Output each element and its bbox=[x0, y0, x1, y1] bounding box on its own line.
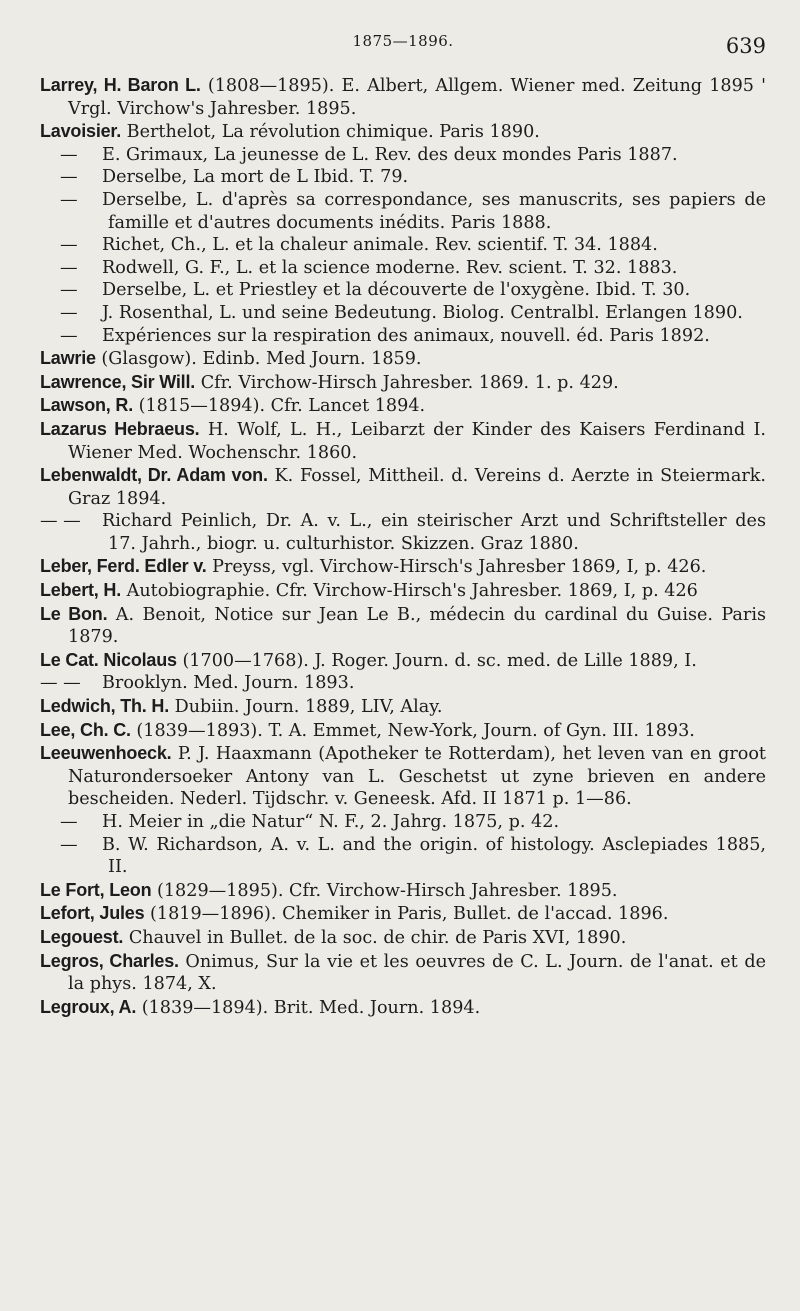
ditto-dash: — — bbox=[40, 673, 81, 694]
bibliography-entry bbox=[40, 950, 766, 996]
bibliography-entry bbox=[40, 74, 766, 120]
page-number: 639 bbox=[725, 34, 766, 58]
entry-heading: Lawrence, Sir Will. bbox=[40, 371, 196, 392]
entry-text: H. Meier in „die Natur“ N. F., 2. Jahrg. 1875, p. 42. bbox=[102, 812, 560, 832]
bibliography-entry bbox=[40, 371, 766, 395]
bibliography-entry bbox=[40, 719, 766, 743]
entry-text: (1819—1896). Chemiker in Paris, Bullet. de l'accad. 1896. bbox=[150, 904, 669, 925]
bibliography-entry bbox=[40, 555, 766, 579]
bibliography-entry bbox=[40, 996, 766, 1020]
sub-entry bbox=[40, 234, 766, 257]
entry-text: K. Fossel, Mittheil. d. Vereins d. Aerzte in Steiermark. Graz 1894. bbox=[68, 466, 767, 509]
entry-text: Expériences sur la respiration des animaux, nouvell. éd. Paris 1892. bbox=[102, 325, 710, 346]
entry-heading: Larrey, H. Baron L. bbox=[40, 75, 201, 95]
entry-text: (1829—1895). Cfr. Virchow-Hirsch Jahresber. 1895. bbox=[157, 880, 618, 901]
entry-text: (1815—1894). Cfr. Lancet 1894. bbox=[138, 396, 426, 417]
bibliography-entry bbox=[40, 695, 766, 719]
ditto-dash: — bbox=[60, 189, 78, 210]
sub-entry bbox=[40, 144, 766, 167]
sub-entry bbox=[40, 279, 766, 302]
entry-heading: Le Cat. Nicolaus bbox=[40, 649, 177, 670]
entry-text: Brooklyn. Med. Journ. 1893. bbox=[102, 673, 355, 694]
ditto-dash: — bbox=[60, 325, 78, 346]
running-head: 1875—1896. bbox=[352, 32, 454, 50]
bibliography-entry bbox=[40, 603, 766, 649]
sub-entry bbox=[40, 811, 766, 834]
ditto-dash: — — bbox=[40, 511, 81, 532]
entry-text: Cfr. Virchow-Hirsch Jahresber. 1869. 1. p. 429. bbox=[200, 372, 619, 393]
entry-text: Derselbe, L. d'après sa correspondance, ses manuscrits, ses papiers de famille et d'autres documents inédits. Paris 1888. bbox=[102, 189, 766, 233]
bibliography-entry bbox=[40, 649, 766, 673]
ditto-dash: — bbox=[60, 167, 78, 188]
entry-heading: Le Bon. bbox=[40, 603, 108, 624]
entry-text: (1839—1894). Brit. Med. Journ. 1894. bbox=[141, 997, 481, 1018]
entry-text: Autobiographie. Cfr. Virchow-Hirsch's Jahresber. 1869, I, p. 426 bbox=[126, 581, 698, 602]
entry-text: Dubiin. Journ. 1889, LIV, Alay. bbox=[174, 697, 443, 718]
bibliography-entry bbox=[40, 879, 766, 903]
sub-entry bbox=[40, 834, 766, 879]
bibliography-entries bbox=[40, 74, 766, 1019]
entry-text: (1700—1768). J. Roger. Journ. d. sc. med. de Lille 1889, I. bbox=[182, 650, 697, 671]
entry-heading: Ledwich, Th. H. bbox=[40, 696, 170, 717]
entry-heading: Lazarus Hebraeus. bbox=[40, 418, 200, 439]
ditto-dash: — bbox=[60, 302, 78, 323]
ditto-dash: — bbox=[60, 257, 78, 278]
entry-heading: Lebenwaldt, Dr. Adam von. bbox=[40, 465, 268, 486]
entry-heading: Lavoisier. bbox=[40, 121, 122, 142]
entry-text: J. Rosenthal, L. und seine Bedeutung. Biolog. Centralbl. Erlangen 1890. bbox=[102, 302, 743, 323]
bibliography-entry bbox=[40, 579, 766, 603]
entry-text: Richet, Ch., L. et la chaleur animale. Rev. scientif. T. 34. 1884. bbox=[102, 235, 658, 256]
entry-text: P. J. Haaxmann (Apotheker te Rotterdam), het leven van en groot Naturondersoeker Antony van L. Geschetst ut zyne brieven en andere bescheiden. Nederl. Tijdschr. v. Geneesk. Afd. II 1871 p. 1—86. bbox=[68, 744, 766, 810]
entry-text: Derselbe, La mort de L Ibid. T. 79. bbox=[102, 167, 409, 188]
bibliography-entry bbox=[40, 418, 766, 464]
entry-heading: Legros, Charles. bbox=[40, 950, 179, 971]
entry-text: Berthelot, La révolution chimique. Paris 1890. bbox=[126, 122, 540, 143]
sub-entry bbox=[40, 257, 766, 280]
bibliography-entry bbox=[40, 347, 766, 371]
entry-heading: Lee, Ch. C. bbox=[40, 719, 131, 740]
entry-text: B. W. Richardson, A. v. L. and the origin. of histology. Asclepiades 1885, II. bbox=[102, 834, 766, 878]
page-header bbox=[40, 30, 766, 66]
bibliography-entry bbox=[40, 394, 766, 418]
ditto-dash: — bbox=[60, 834, 78, 855]
entry-heading: Lawrie bbox=[40, 348, 96, 369]
ditto-dash: — bbox=[60, 235, 78, 256]
sub-entry bbox=[40, 189, 766, 234]
entry-heading: Le Fort, Leon bbox=[40, 879, 152, 900]
bibliography-entry bbox=[40, 902, 766, 926]
entry-text: (1839—1893). T. A. Emmet, New-York, Journ. of Gyn. III. 1893. bbox=[136, 720, 695, 741]
entry-heading: Leeuwenhoeck. bbox=[40, 743, 172, 764]
entry-text: Rodwell, G. F., L. et la science moderne. Rev. scient. T. 32. 1883. bbox=[102, 257, 678, 278]
bibliography-entry bbox=[40, 742, 766, 811]
entry-text: (Glasgow). Edinb. Med Journ. 1859. bbox=[101, 349, 422, 370]
sub-entry bbox=[40, 672, 766, 695]
entry-text: Onimus, Sur la vie et les oeuvres de C. L. Journ. de l'anat. et de la phys. 1874, X. bbox=[68, 951, 766, 995]
sub-entry bbox=[40, 325, 766, 348]
ditto-dash: — bbox=[60, 144, 78, 165]
entry-text: A. Benoit, Notice sur Jean Le B., médecin du cardinal du Guise. Paris 1879. bbox=[68, 604, 766, 648]
entry-text: Derselbe, L. et Priestley et la découverte de l'oxygène. Ibid. T. 30. bbox=[102, 280, 691, 301]
sub-entry bbox=[40, 302, 766, 325]
bibliography-entry bbox=[40, 926, 766, 950]
entry-text: Richard Peinlich, Dr. A. v. L., ein steirischer Arzt und Schriftsteller des 17. Jahrh., biogr. u. culturhistor. Skizzen. Graz 1880. bbox=[102, 511, 766, 554]
sub-entry bbox=[40, 510, 766, 555]
ditto-dash: — bbox=[60, 812, 78, 832]
entry-heading: Lawson, R. bbox=[40, 395, 134, 416]
entry-text: E. Grimaux, La jeunesse de L. Rev. des deux mondes Paris 1887. bbox=[102, 144, 678, 165]
sub-entry bbox=[40, 166, 766, 189]
bibliography-entry bbox=[40, 120, 766, 144]
entry-heading: Lebert, H. bbox=[40, 580, 122, 601]
entry-heading: Leber, Ferd. Edler v. bbox=[40, 556, 207, 577]
entry-heading: Lefort, Jules bbox=[40, 903, 145, 924]
entry-text: H. Wolf, L. H., Leibarzt der Kinder des Kaisers Ferdinand I. Wiener Med. Wochenschr. 1860. bbox=[68, 419, 766, 463]
entry-text: Preyss, vgl. Virchow-Hirsch's Jahresber 1869, I, p. 426. bbox=[212, 557, 707, 578]
entry-heading: Legroux, A. bbox=[40, 996, 137, 1017]
entry-text: (1808—1895). E. Albert, Allgem. Wiener med. Zeitung 1895 ' Vrgl. Virchow's Jahresber. 1895. bbox=[68, 76, 767, 119]
ditto-dash: — bbox=[60, 280, 78, 301]
bibliography-entry bbox=[40, 464, 766, 510]
entry-text: Chauvel in Bullet. de la soc. de chir. de Paris XVI, 1890. bbox=[128, 927, 627, 948]
entry-heading: Legouest. bbox=[40, 926, 124, 947]
